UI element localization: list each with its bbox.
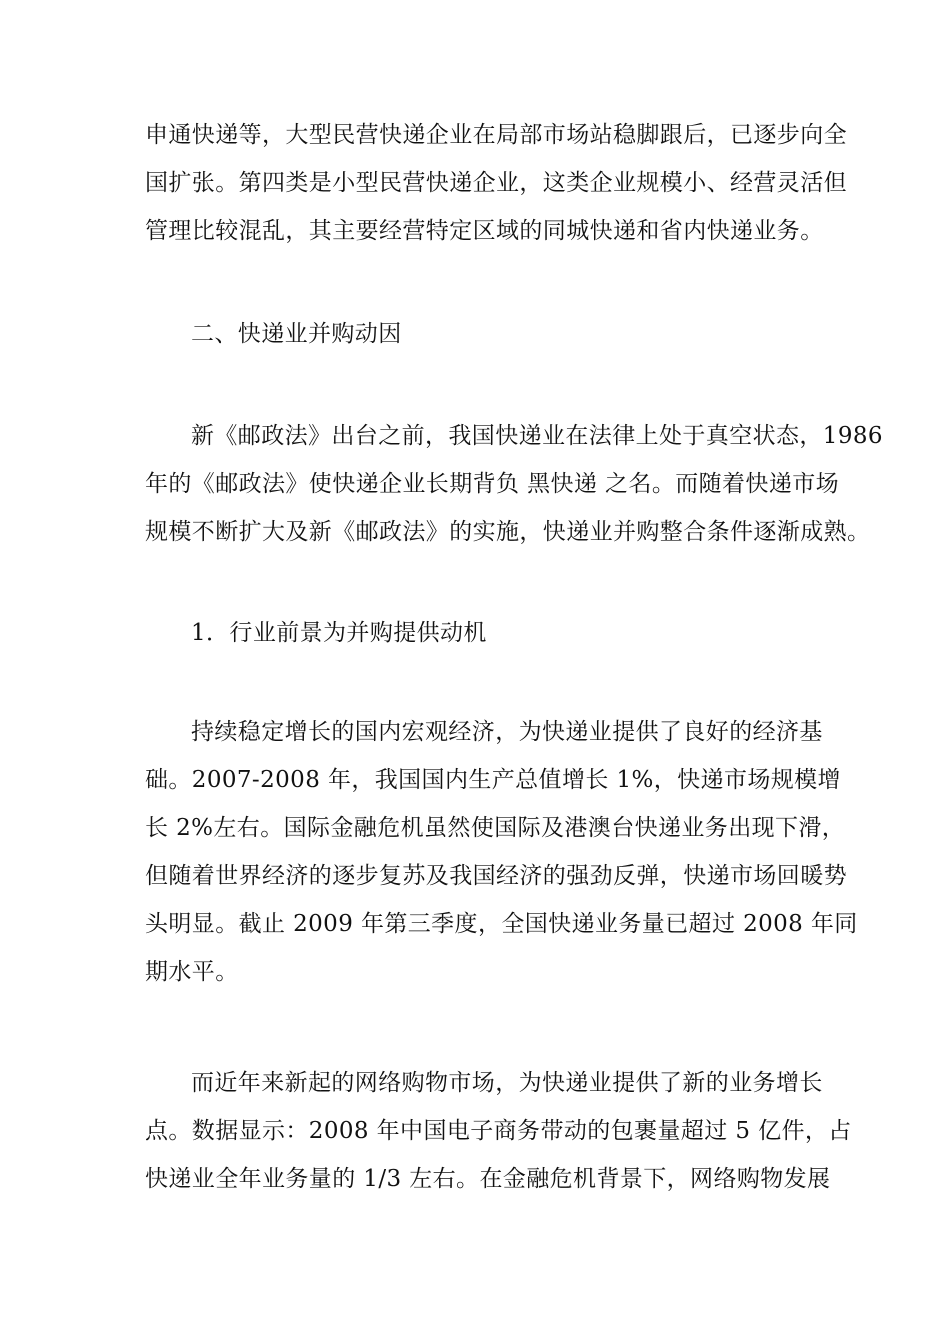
text-line: 而近年来新起的网络购物市场，为快递业提供了新的业务增长 — [191, 1070, 823, 1096]
text-line: 但随着世界经济的逐步复苏及我国经济的强劲反弹，快递市场回暖势 — [145, 863, 847, 889]
paragraph-online-shopping — [145, 1059, 852, 1203]
text-line: 期水平。 — [145, 959, 239, 985]
text-line: 长 2%左右。国际金融危机虽然使国际及港澳台快递业务出现下滑， — [145, 815, 846, 841]
text-line: 点。数据显示：2008 年中国电子商务带动的包裹量超过 5 亿件，占 — [145, 1118, 852, 1144]
paragraph-economy — [145, 708, 858, 996]
text-line: 础。2007-2008 年，我国国内生产总值增长 1%，快递市场规模增 — [145, 767, 841, 793]
text-line: 国扩张。第四类是小型民营快递企业，这类企业规模小、经营灵活但 — [145, 170, 847, 196]
text-line: 快递业全年业务量的 1/3 左右。在金融危机背景下，网络购物发展 — [145, 1166, 831, 1192]
text-line: 新《邮政法》出台之前，我国快递业在法律上处于真空状态，1986 — [191, 423, 883, 449]
text-line: 管理比较混乱，其主要经营特定区域的同城快递和省内快递业务。 — [145, 218, 824, 244]
subheading-industry-outlook: 1．行业前景为并购提供动机 — [191, 620, 487, 646]
section-heading: 二、快递业并购动因 — [191, 321, 402, 347]
text-line: 头明显。截止 2009 年第三季度，全国快递业务量已超过 2008 年同 — [145, 911, 858, 937]
text-line: 年的《邮政法》使快递企业长期背负 黑快递 之名。而随着快递市场 — [145, 471, 840, 497]
subheading-block — [145, 609, 817, 657]
text-line: 规模不断扩大及新《邮政法》的实施，快递业并购整合条件逐渐成熟。 — [145, 519, 871, 545]
paragraph-continued — [145, 111, 847, 255]
text-line: 申通快递等，大型民营快递企业在局部市场站稳脚跟后，已逐步向全 — [145, 122, 847, 148]
text-line: 持续稳定增长的国内宏观经济，为快递业提供了良好的经济基 — [191, 719, 823, 745]
section-heading-block — [145, 310, 817, 358]
paragraph-law — [145, 412, 883, 556]
